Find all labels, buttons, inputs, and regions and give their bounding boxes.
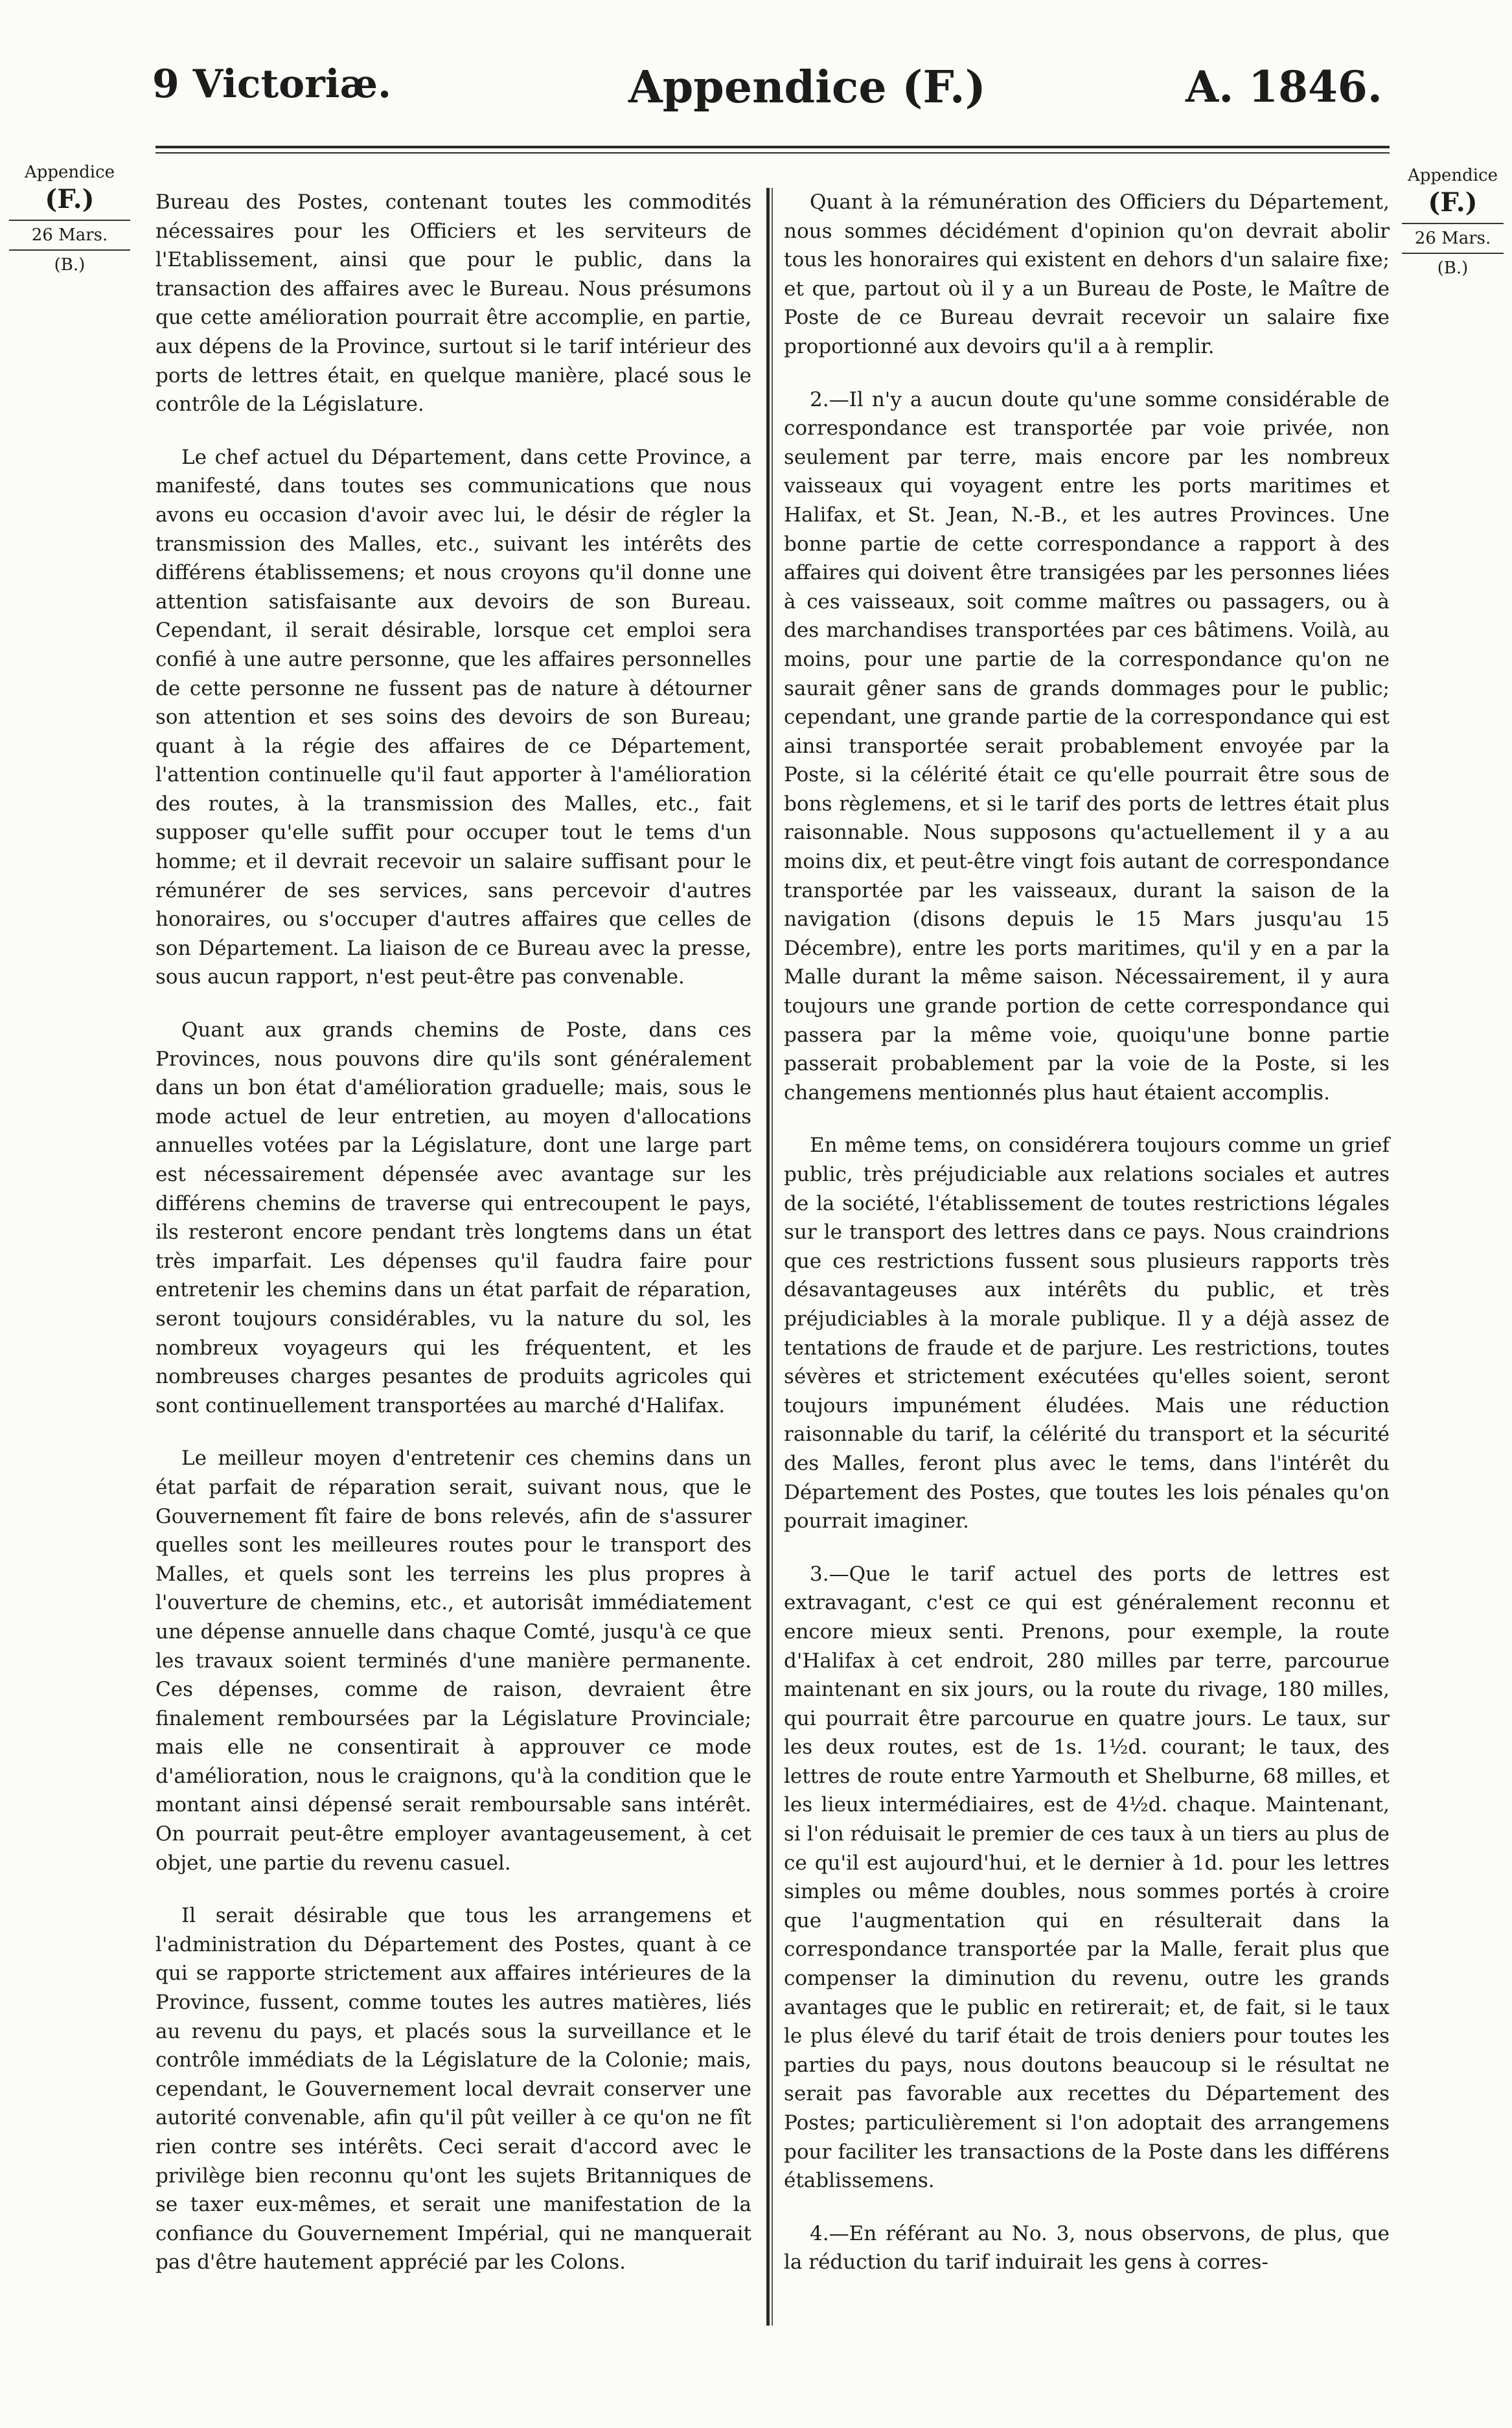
margin-divider (1402, 223, 1504, 224)
paragraph: 3.—Que le tarif actuel des ports de lettres est extravagant, c'est ce qui est généralement reconnu et encore mieux senti. Prenons, pour exemple, la route d'Halifax à cet endroit, 280 milles par terre, parcourue maintenant en six jours, ou la route du rivage, 180 milles, qui pourrait être parcourue en quatre jours. Le taux, sur les deux routes, est de 1s. 1½d. courant; le taux, des lettres de route entre Yarmouth et Shelburne, 68 milles, et les lieux intermédiaires, est de 4½d. chaque. Maintenant, si l'on réduisait le premier de ces taux à un tiers au plus de ce qu'il est aujourd'hui, et le dernier à 1d. pour les lettres simples ou même doubles, nous sommes portés à croire que l'augmentation qui en résulterait dans la correspondance transportée par la Malle, ferait plus que compenser la diminution du revenu, outre les grands avantages que le public en retirerait; et, de fait, si le taux le plus élevé du tarif était de trois deniers pour toutes les parties du pays, nous doutons beaucoup si le résultat ne serait pas favorable aux recettes du Département des Postes; particulièrement si l'on adoptait des arrangemens pour faciliter les transactions de la Poste dans les différens établissemens. (784, 1562, 1390, 2193)
paragraph: En même tems, on considérera toujours comme un grief public, très préjudiciable aux relations sociales et autres de la société, l'établissement de toutes restrictions légales sur le transport des lettres dans ce pays. Nous craindrions que ces restrictions fussent sous plusieurs rapports très désavantageuses aux intérêts du public, et très préjudiciables à la morale publique. Il y a déjà assez de tentations de fraude et de parjure. Les restrictions, toutes sévères et strictement exécutées qu'elles soient, seront toujours impunément éludées. Mais une réduction raisonnable du tarif, la célérité du transport et la sécurité des Malles, feront plus avec le tems, dans l'intérêt du Département des Postes, que toutes les lois pénales qu'on pourrait imaginer. (784, 1134, 1390, 1533)
header-session: 9 Victoriæ. (152, 62, 391, 107)
page-header (0, 62, 1512, 123)
paragraph: Bureau des Postes, contenant toutes les commodités nécessaires pour les Officiers et les serviteurs de l'Etablissement, ainsi que pour le public, dans la transaction des affaires avec le Bureau. Nous présumons que cette amélioration pourrait être accomplie, en partie, aux dépens de la Province, surtout si le tarif intérieur des ports de lettres était, en quelque manière, placé sous le contrôle de la Législature. (155, 190, 751, 417)
margin-label: Appendice (1407, 166, 1498, 185)
margin-date: 26 Mars. (31, 225, 108, 245)
column-divider-thin (772, 188, 773, 2326)
paragraph: Quant aux grands chemins de Poste, dans ces Provinces, nous pouvons dire qu'ils sont généralement dans un bon état d'amélioration graduelle; mais, sous le mode actuel de leur entretien, au moyen d'allocations annuelles votées par la Législature, dont une large part est nécessairement dépensée avec avantage sur les différens chemins de traverse qui entrecoupent le pays, ils resteront encore pendant très longtems dans un état très imparfait. Les dépenses qu'il faudra faire pour entretenir les chemins dans un état parfait de réparation, seront toujours considérables, vu la nature du sol, les nombreux voyageurs qui les fréquentent, et les nombreuses charges pesantes de produits agricoles qui sont continuellement transportées au marché d'Halifax. (155, 1018, 751, 1417)
margin-label: Appendice (24, 163, 115, 182)
right-column (784, 188, 1390, 2301)
column-divider (766, 188, 770, 2326)
header-year: A. 1846. (1186, 62, 1382, 112)
margin-date: 26 Mars. (1414, 228, 1491, 248)
header-title: Appendice (F.) (628, 62, 986, 113)
margin-divider (1402, 253, 1504, 254)
header-rule-thin (155, 152, 1390, 154)
right-margin-note (1399, 165, 1506, 279)
paragraph: 4.—En référant au No. 3, nous observons, de plus, que la réduction du tarif induirait les gens à corres- (784, 2221, 1390, 2274)
paragraph: Il serait désirable que tous les arrangemens et l'administration du Département des Postes, quant à ce qui se rapporte strictement aux affaires intérieures de la Province, fussent, comme toutes les autres matières, liés au revenu du pays, et placés sous la surveillance et le contrôle immédiats de la Législature de la Colonie; mais, cependant, le Gouvernement local devrait conserver une autorité convenable, afin qu'il pût veiller à ce qu'on ne fît rien contre ses intérêts. Ceci serait d'accord avec le privilège bien reconnu qu'ont les sujets Britanniques de se taxer eux-mêmes, et serait une manifestation de la confiance du Gouvernement Impérial, qui ne manquerait pas d'être hautement apprécié par les Colons. (155, 1904, 751, 2274)
paragraph: Quant à la rémunération des Officiers du Département, nous sommes décidément d'opinion qu'on devrait abolir tous les honoraires qui existent en dehors d'un salaire fixe; et que, partout où il y a un Bureau de Poste, le Maître de Poste de ce Bureau devrait recevoir un salaire fixe proportionné aux devoirs qu'il a à remplir. (784, 190, 1390, 358)
left-margin-note (6, 162, 133, 276)
margin-letter: (F.) (1428, 187, 1478, 218)
margin-ref: (B.) (1437, 258, 1469, 278)
margin-divider (9, 220, 130, 221)
margin-divider (9, 249, 130, 251)
paragraph: Le chef actuel du Département, dans cette Province, a manifesté, dans toutes ses communications que nous avons eu occasion d'avoir avec lui, le désir de régler la transmission des Malles, etc., suivant les intérêts des différens établissemens; et nous croyons qu'il donne une attention satisfaisante aux devoirs de son Bureau. Cependant, il serait désirable, lorsque cet emploi sera confié à une autre personne, que les affaires personnelles de cette personne ne fussent pas de nature à détourner son attention et ses soins des devoirs de son Bureau; quant à la régie des affaires de ce Département, l'attention continuelle qu'il faut apporter à l'amélioration des routes, à la transmission des Malles, etc., fait supposer qu'elle suffit pour occuper tout le tems d'un homme; et il devrait recevoir un salaire suffisant pour le rémunérer de ses services, sans percevoir d'autres honoraires, ou s'occuper d'autres affaires que celles de son Département. La liaison de ce Bureau avec la presse, sous aucun rapport, n'est peut-être pas convenable. (155, 445, 751, 989)
paragraph: 2.—Il n'y a aucun doute qu'une somme considérable de correspondance est transportée par voie privée, non seulement par terre, mais encore par les nombreux vaisseaux qui voyagent entre les ports maritimes et Halifax, et St. Jean, N.-B., et les autres Provinces. Une bonne partie de cette correspondance a rapport à des affaires qui doivent être transigées par les personnes liées à ces vaisseaux, soit comme maîtres ou passagers, ou à des marchandises transportées par ces bâtimens. Voilà, au moins, pour une partie de la correspondance qu'on ne saurait gêner sans de grands dommages pour le public; cependant, une grande partie de la correspondance qui est ainsi transportée serait probablement envoyée par la Poste, si la célérité était ce qu'elle pourrait être sous de bons règlemens, et si le tarif des ports de lettres était plus raisonnable. Nous supposons qu'actuellement il y a au moins dix, et peut-être vingt fois autant de correspondance transportée par les vaisseaux, durant la saison de la navigation (disons depuis le 15 Mars jusqu'au 15 Décembre), entre les ports maritimes, qu'il y en a par la Malle durant la même saison. Nécessairement, il y aura toujours une grande portion de cette correspondance qui passera par la même voie, quoiqu'une bonne partie passerait probablement par la voie de la Poste, si les changemens mentionnés plus haut étaient accomplis. (784, 387, 1390, 1105)
margin-letter: (F.) (45, 183, 95, 214)
header-rule-thick (155, 146, 1390, 148)
margin-ref: (B.) (54, 255, 86, 275)
left-column (155, 188, 751, 2301)
paragraph: Le meilleur moyen d'entretenir ces chemins dans un état parfait de réparation serait, suivant nous, que le Gouvernement fît faire de bons relevés, afin de s'assurer quelles sont les meilleures routes pour le transport des Malles, et quels sont les terreins les plus propres à l'ouverture de chemins, etc., et autorisât immédiatement une dépense annuelle dans chaque Comté, jusqu'à ce que les travaux soient terminés d'une manière permanente. Ces dépenses, comme de raison, devraient être finalement remboursées par la Législature Provinciale; mais elle ne consentirait à approuver ce mode d'amélioration, nous le craignons, qu'à la condition que le montant ainsi dépensé serait remboursable sans intérêt. On pourrait peut-être employer avantageusement, à cet objet, une partie du revenu casuel. (155, 1447, 751, 1875)
